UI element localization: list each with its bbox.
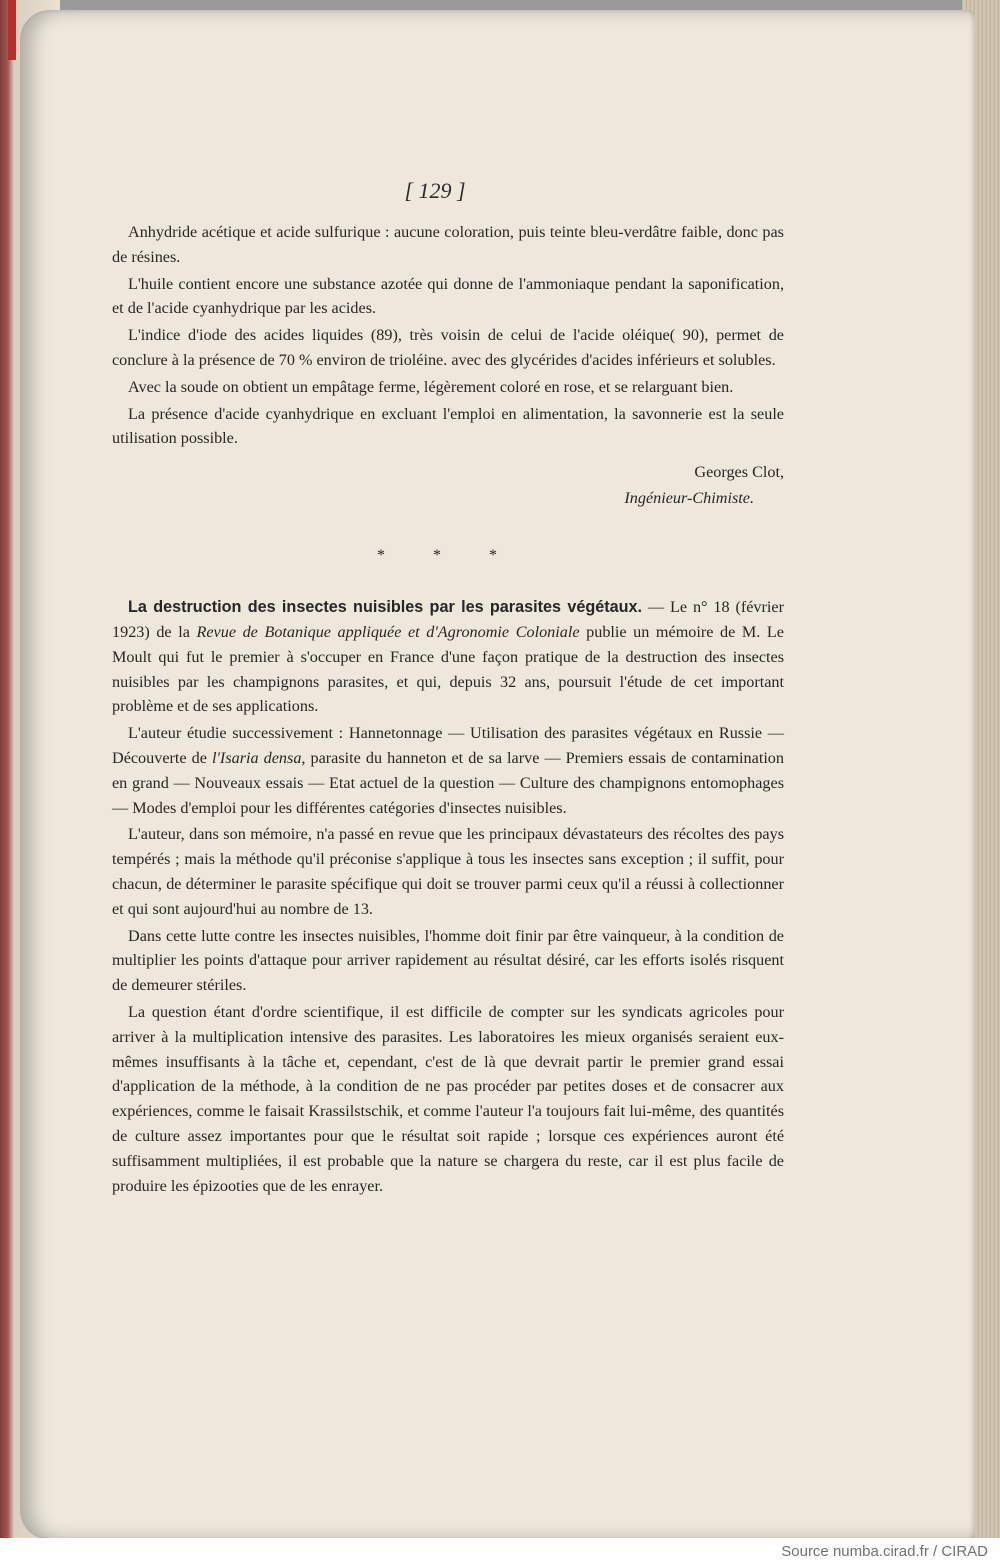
author-title: Ingénieur-Chimiste. bbox=[624, 489, 754, 508]
signature-block bbox=[112, 459, 784, 511]
species-name: l'Isaria densa bbox=[211, 748, 302, 767]
book-binding-ribbon bbox=[8, 0, 16, 60]
paragraph: Dans cette lutte contre les insectes nuisibles, l'homme doit finir par être vainqueur, à la condition de multiplier les points d'attaque pour arriver rapidement au résultat désiré, car les efforts isolés risquent de demeurer stériles. bbox=[112, 926, 784, 995]
text-run: — Le n° 18 (février 1923) de la bbox=[112, 598, 784, 641]
author-name: Georges Clot, bbox=[694, 463, 784, 482]
paragraph: Anhydride acétique et acide sulfurique : aucune coloration, puis teinte bleu-verdâtre faible, donc pas de résines. bbox=[112, 223, 784, 266]
paragraph: Avec la soude on obtient un empâtage ferme, légèrement coloré en rose, et se relarguant bien. bbox=[128, 377, 734, 396]
page-body bbox=[112, 220, 784, 1200]
paragraph: La question étant d'ordre scientifique, il est difficile de compter sur les syndicats agricoles pour arriver à la multiplication intensive des parasites. Les laboratoires les mieux organisés seraient eux-mêmes insuffisants à la tâche et, cependant, c'est de là que devrait partir le premier grand essai d'application de la méthode, à la condition de ne pas procéder par petites doses et de consacrer aux expériences, comme le faisait Krassilstschik, et comme l'auteur l'a toujours fait lui-même, des quantités de culture assez importantes pour que le résultat soit rapide ; lorsque ces expériences auront été suffisamment multipliées, il est probable que la nature se chargera du reste, car il est plus facile de produire les épizooties que de les enrayer. bbox=[112, 1002, 784, 1195]
source-credit: Source numba.cirad.fr / CIRAD bbox=[781, 1543, 988, 1560]
paragraph: L'auteur, dans son mémoire, n'a passé en revue que les principaux dévastateurs des récoltes des pays tempérés ; mais la méthode qu'il préconise s'applique à tous les insectes sans exception ; il suffit, pour chacun, de déterminer le parasite spécifique qui doit se trouver parmi ceux qu'il a réussi à collectionner et qui sont aujourd'hui au nombre de 13. bbox=[112, 825, 784, 918]
text-run: , parasite du hanneton et de sa larve — Premiers essais de contamination en grand — Nouveaux essais — Etat actuel de la question — Culture des champignons entomophages — Modes d'emploi pour les différentes catégories d'insectes nuisibles. bbox=[112, 748, 784, 817]
paragraph: L'indice d'iode des acides liquides (89), très voisin de celui de l'acide oléique( 90), permet de conclure à la présence de 70 % environ de trioléine. avec des glycérides d'acides inférieurs et solubles. bbox=[112, 326, 784, 369]
text-run: publie un mémoire de M. Le Moult qui fut le premier à s'occuper en France d'une façon pratique de la destruction des insectes nuisibles par les champignons parasites, et qui, depuis 32 ans, poursuit l'étude de cet important problème et de ses applications. bbox=[112, 622, 784, 716]
journal-title: Revue de Botanique appliquée et d'Agronomie Coloniale bbox=[196, 622, 580, 641]
paragraph: L'huile contient encore une substance azotée qui donne de l'ammoniaque pendant la saponification, et de l'acide cyanhydrique par les acides. bbox=[112, 274, 784, 318]
article-title: La destruction des insectes nuisibles par les parasites végétaux. bbox=[128, 598, 643, 617]
section-separator: * * * bbox=[377, 547, 519, 565]
paragraph bbox=[112, 721, 784, 820]
article-paragraph bbox=[112, 595, 784, 719]
text-run: L'auteur étudie successivement : Hannetonnage — Utilisation des parasites végétaux en Russie — Découverte de bbox=[112, 724, 784, 767]
page-number: [ 129 ] bbox=[404, 178, 466, 203]
paragraph: La présence d'acide cyanhydrique en excluant l'emploi en alimentation, la savonnerie est la seule utilisation possible. bbox=[112, 404, 784, 448]
